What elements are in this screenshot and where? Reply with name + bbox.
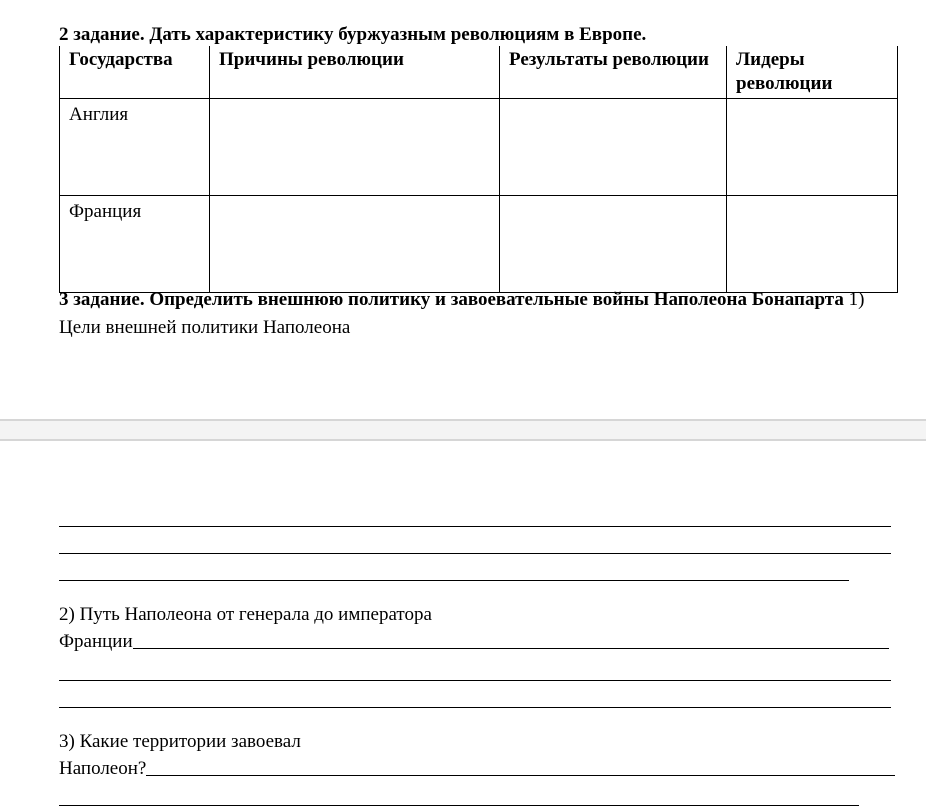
leaders-cell[interactable] [727,99,898,196]
causes-cell[interactable] [210,196,500,293]
answer-line[interactable] [59,680,891,681]
results-cell[interactable] [500,99,727,196]
answer-line[interactable] [59,580,849,581]
answer-line[interactable] [133,648,889,649]
answer-line[interactable] [59,805,859,806]
task3-title: 3 задание. Определить внешнюю политику и завоевательные войны Наполеона Бонапарта [59,289,844,310]
task3-question-1: 1) Цели внешней политики Наполеона [59,289,865,338]
answer-line[interactable] [59,526,891,527]
question-3-text-cont: Наполеон? [59,758,147,779]
header-causes: Причины революции [210,46,500,99]
causes-cell[interactable] [210,99,500,196]
question-3-answer-row [59,758,895,780]
table-row [60,196,898,293]
answer-line[interactable] [59,553,891,554]
country-cell: Англия [60,99,210,196]
question-2-text: 2) Путь Наполеона от генерала до императора [59,604,432,625]
header-leaders: Лидеры революции [727,46,898,99]
page-separator [0,419,926,441]
header-states: Государства [60,46,210,99]
header-results: Результаты революции [500,46,727,99]
task2-title: 2 задание. Дать характеристику буржуазным революциям в Европе. [59,24,647,45]
answer-line[interactable] [146,775,895,776]
country-cell: Франция [60,196,210,293]
answer-line[interactable] [59,707,891,708]
revolutions-table [59,46,898,293]
question-2-text-cont: Франции [59,631,133,652]
question-3-text: 3) Какие территории завоевал [59,731,301,752]
question-2-answer-row [59,631,889,653]
results-cell[interactable] [500,196,727,293]
leaders-cell[interactable] [727,196,898,293]
task3-heading [59,286,899,342]
table-row [60,99,898,196]
table-header-row [60,46,898,99]
